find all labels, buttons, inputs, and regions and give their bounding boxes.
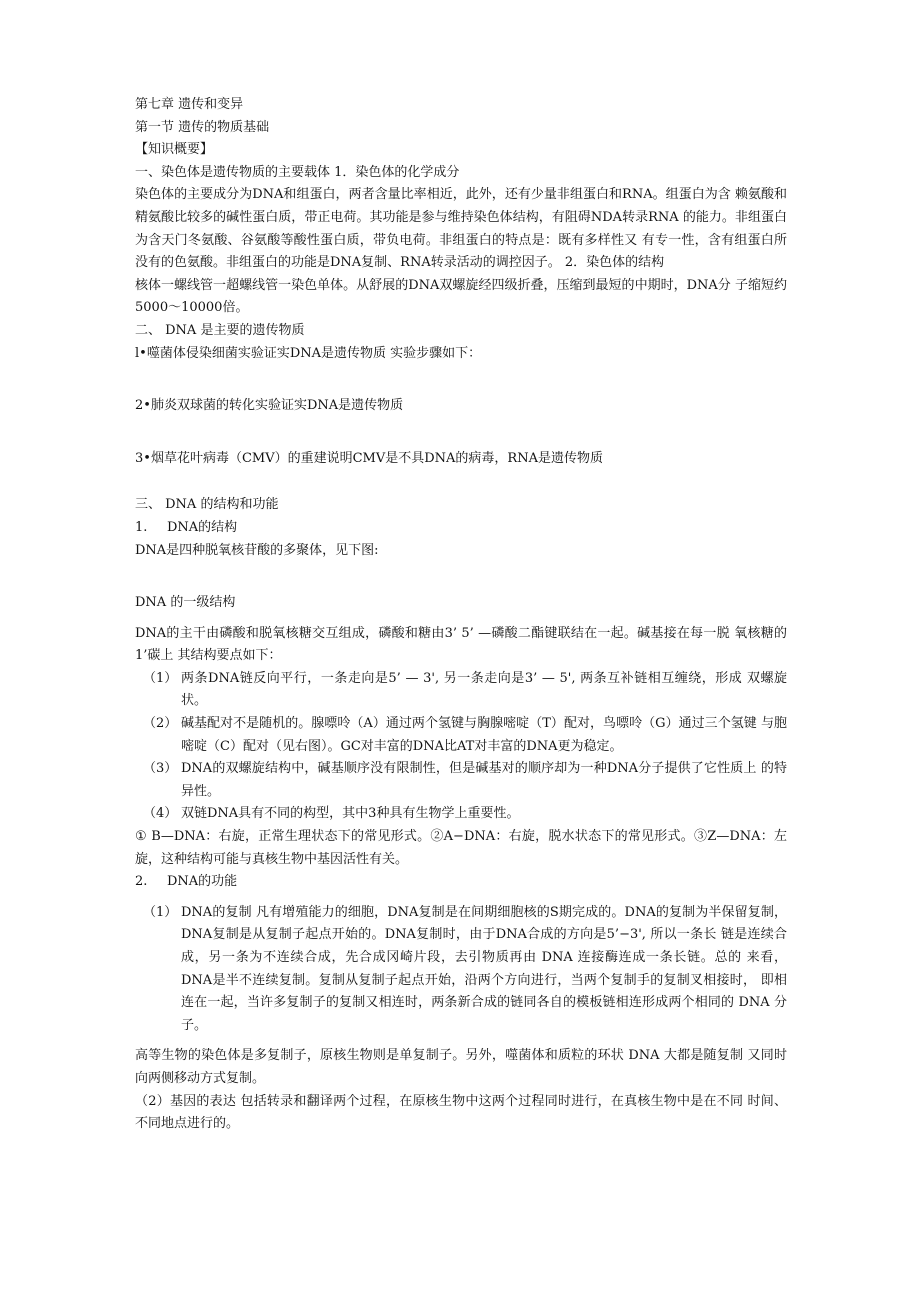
point-number: （1） bbox=[143, 670, 178, 686]
part2-item-2: 2•肺炎双球菌的转化实验证实DNA是遗传物质 bbox=[135, 398, 404, 414]
chapter-title: 第七章 遗传和变异 bbox=[135, 97, 244, 112]
subsection-1-title: DNA的结构 bbox=[167, 519, 238, 535]
point-text: 双链DNA具有不同的构型，其中3种具有生物学上重要性。 bbox=[181, 806, 520, 822]
point-2 bbox=[135, 713, 787, 758]
part2-heading: 二、 DNA 是主要的遗传物质 bbox=[135, 322, 305, 338]
point-number: （2） bbox=[143, 716, 178, 732]
subsection-2-heading bbox=[135, 871, 787, 894]
document-page bbox=[135, 94, 787, 1136]
higher-organisms-paragraph: 高等生物的染色体是多复制子，原核生物则是单复制子。另外，噬菌体和质粒的环状 DNA 大都是随复制 又同时向两侧移动方式复制。 bbox=[135, 1048, 787, 1086]
primary-structure-heading: DNA 的一级结构 bbox=[135, 595, 236, 611]
point-text: DNA的双螺旋结构中，碱基顺序没有限制性，但是碱基对的顺序却为一种DNA分子提供了它性质上 的特异性。 bbox=[181, 761, 787, 799]
replication-number: （1） bbox=[143, 904, 178, 920]
point-3 bbox=[135, 758, 787, 803]
part1-paragraph-1: 染色体的主要成分为DNA和组蛋白，两者含量比率相近，此外，还有少量非组蛋白和RNA。组蛋白为含 赖氨酸和精氨酸比较多的碱性蛋白质，带正电荷。其功能是参与维持染色体结构，有阻碍NDA转录RNA 的能力。非组蛋白为含天门冬氨酸、谷氨酸等酸性蛋白质，带负电荷。非组蛋白的特点是：既有多样性又 有专一性，含有组蛋白所没有的色氨酸。非组蛋白的功能是DNA复制、RNA转录活动的调控因子。 2．染色体的结构 bbox=[135, 187, 787, 271]
subsection-1-intro: DNA是四种脱氧核苷酸的多聚体，见下图: bbox=[135, 542, 379, 558]
part2-item-1: l•噬菌体侵染细菌实验证实DNA是遗传物质 实验步骤如下： bbox=[135, 345, 482, 361]
replication-text: DNA的复制 凡有增殖能力的细胞，DNA复制是在间期细胞核的S期完成的。DNA的复制为半保留复制，DNA复制是从复制子起点开始的。DNA复制时，由于DNA合成的方向是5’−3', 所以一条长 链是连续合成，另一条为不连续合成，先合成冈崎片段，去引物质再由 DNA 连接酶连成一条长链。总的 来看，DNA是半不连续复制。复制从复制子起点开始，沿两个方向进行，当两个复制手的复制叉相接时， 即相连在一起，当许多复制子的复制又相连时，两条新合成的链同各自的模板链相连形成两个相同的 DNA 分子。 bbox=[181, 904, 787, 1033]
section-title: 第一节 遗传的物质基础 bbox=[135, 119, 270, 135]
point-1 bbox=[135, 668, 787, 713]
point-4 bbox=[135, 803, 787, 826]
point-text: 碱基配对不是随机的。腺嘌呤（A）通过两个氢键与胸腺嘧啶（T）配对，鸟嘌呤（G）通过三个氢键 与胞嘧啶（C）配对（见右图）。GC对丰富的DNA比AT对丰富的DNA更为稳定。 bbox=[181, 716, 787, 754]
point-number: （3） bbox=[143, 761, 178, 777]
part3-heading: 三、 DNA 的结构和功能 bbox=[135, 497, 279, 513]
subsection-2-title: DNA的功能 bbox=[167, 874, 238, 890]
part1-paragraph-2: 核体一螺线管一超螺线管一染色单体。从舒展的DNA双螺旋经四级折叠，压缩到最短的中期时，DNA分 子缩短约5000～10000倍。 bbox=[135, 277, 787, 316]
part2-item-3: 3•烟草花叶病毒（CMV）的重建说明CMV是不具DNA的病毒，RNA是遗传物质 bbox=[135, 450, 603, 466]
part1-heading: 一、染色体是遗传物质的主要载体 1．染色体的化学成分 bbox=[135, 164, 460, 180]
backbone-paragraph: DNA的主干由磷酸和脱氧核糖交互组成，磷酸和糖由3’ 5’ —磷酸二酯键联结在一起。碱基接在每一脱 氧核糖的 1’碳上 其结构要点如下： bbox=[135, 625, 787, 664]
subsection-1-number: 1. bbox=[135, 519, 148, 535]
gene-expression-paragraph: （2）基因的表达 包括转录和翻译两个过程，在原核生物中这两个过程同时进行，在真核生物中是在不同 时间、不同地点进行的。 bbox=[135, 1093, 787, 1132]
subsection-1-heading bbox=[135, 517, 787, 540]
overview-heading: 【知识概要】 bbox=[135, 142, 214, 158]
subsection-2-number: 2. bbox=[135, 874, 148, 890]
point-number: （4） bbox=[143, 806, 178, 822]
replication-paragraph bbox=[135, 902, 787, 1038]
dna-forms-paragraph: ① B—DNA：右旋，正常生理状态下的常见形式。②A−DNA：右旋，脱水状态下的常见形式。③Z—DNA：左旋，这种结构可能与真核生物中基因活性有关。 bbox=[135, 829, 787, 867]
point-text: 两条DNA链反向平行，一条走向是5’ — 3', 另一条走向是3’ — 5', 两条互补链相互缠绕，形成 双螺旋状。 bbox=[181, 670, 787, 709]
